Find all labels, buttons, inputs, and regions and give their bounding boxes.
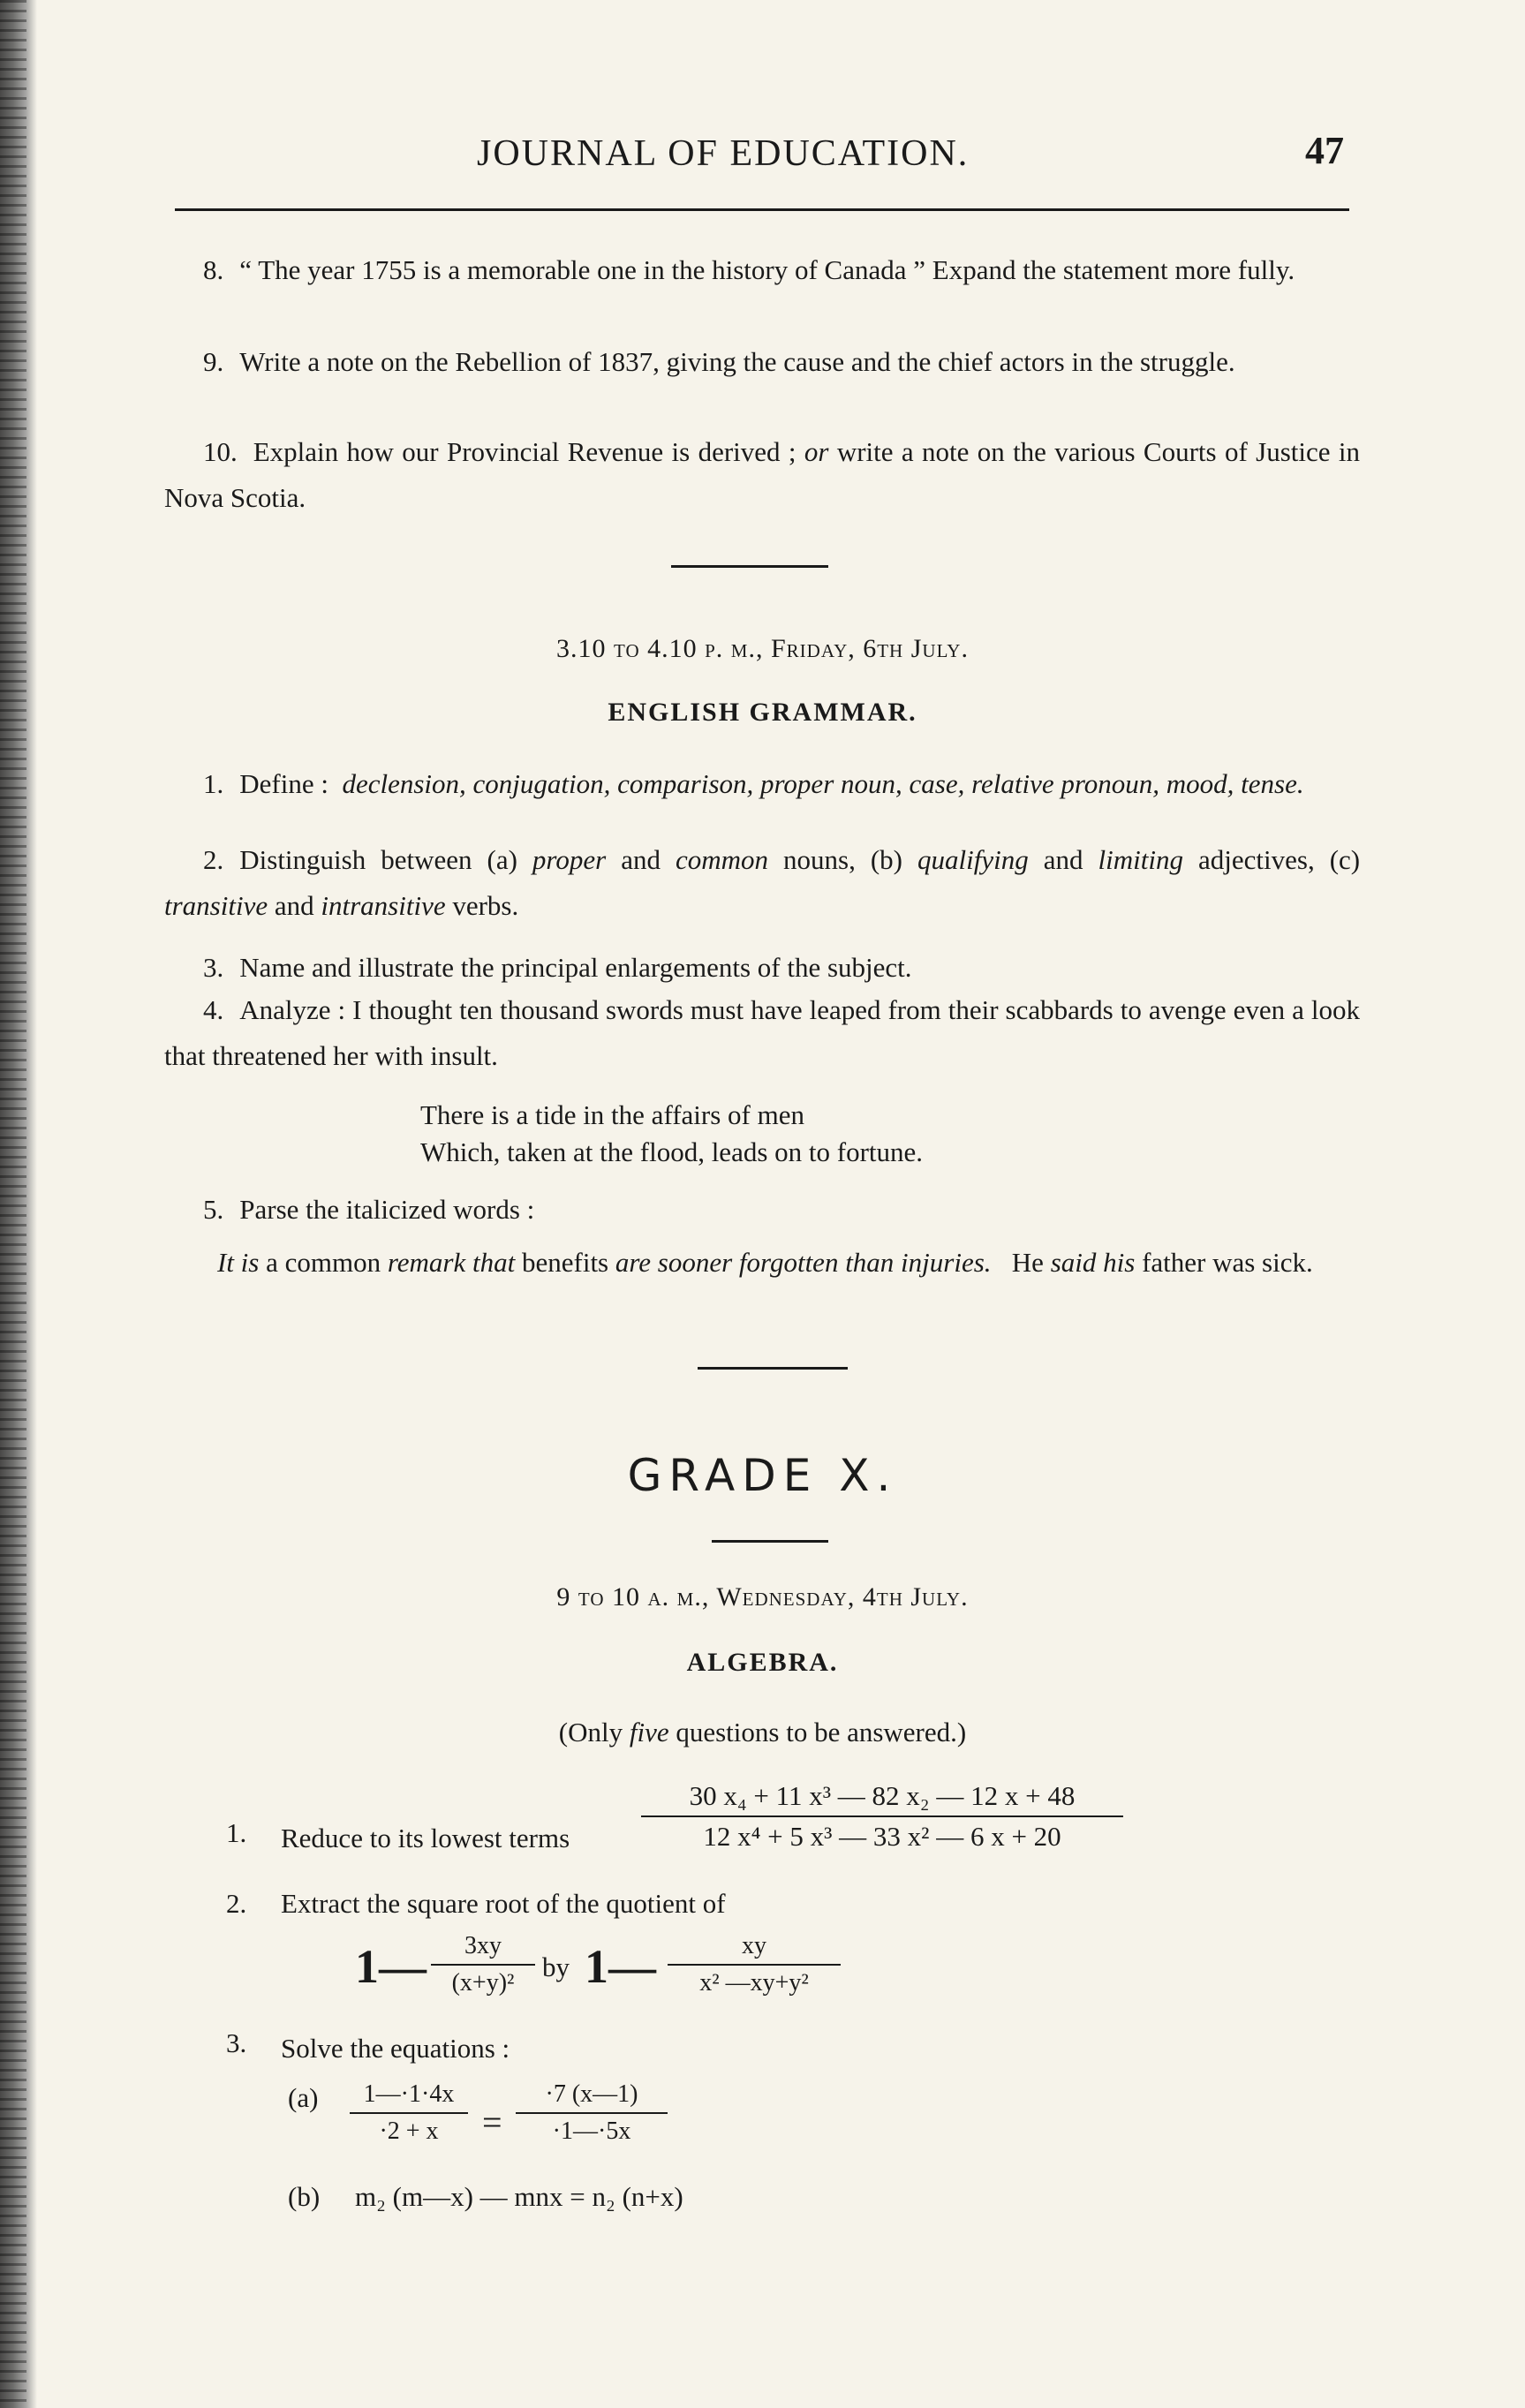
question-text: Explain how our Provincial Revenue is derived ; xyxy=(253,436,796,467)
question-text: Analyze : I thought ten thousand swords must have leaped from their scabbards to avenge even a look that threatened her with insult. xyxy=(164,994,1360,1071)
text: and xyxy=(274,890,314,921)
question-number: 8. xyxy=(203,254,224,285)
text: questions to be answered.) xyxy=(676,1717,967,1747)
question-number: 3. xyxy=(226,2027,247,2058)
section-divider xyxy=(698,1367,848,1370)
text: and xyxy=(1043,844,1083,875)
question-9 xyxy=(164,339,1360,385)
question-terms: declension, conjugation, comparison, proper noun, case, relative pronoun, mood, tense. xyxy=(342,768,1304,799)
fraction-denominator: x² —xy+y² xyxy=(699,1969,809,1997)
italic-term: transitive xyxy=(164,890,268,921)
fraction-2 xyxy=(668,1932,841,1997)
fraction-denominator: 12 x⁴ + 5 x³ — 33 x² — 6 x + 20 xyxy=(703,1821,1061,1852)
italic-word: five xyxy=(629,1717,669,1747)
question-text: “ The year 1755 is a memorable one in the history of Canada ” Expand the statement more fully. xyxy=(239,254,1295,285)
fraction-denominator: (x+y)² xyxy=(451,1969,515,1997)
exam-time: 3.10 to 4.10 p. m., Friday, 6th July. xyxy=(556,634,969,663)
question-text: Write a note on the Rebellion of 1837, giving the cause and the chief actors in the struggle. xyxy=(239,346,1235,377)
italic-term: proper xyxy=(532,844,607,875)
text: (Only xyxy=(558,1717,623,1747)
question-text: Solve the equations : xyxy=(281,2033,510,2064)
emphasis: or xyxy=(804,436,829,467)
grammar-question-4 xyxy=(164,987,1360,1079)
question-number: 4. xyxy=(203,994,224,1025)
fraction-numerator: xy xyxy=(742,1932,766,1959)
fraction-numerator: 3xy xyxy=(464,1932,502,1959)
reduce-fraction xyxy=(641,1780,1123,1853)
text: He xyxy=(1011,1247,1044,1278)
question-number: 9. xyxy=(203,346,224,377)
equals-sign: = xyxy=(482,2102,502,2142)
text: father was sick. xyxy=(1142,1247,1313,1278)
question-lead: Define : xyxy=(239,768,328,799)
question-text: Name and illustrate the principal enlargements of the subject. xyxy=(239,952,912,983)
verse-line-2: Which, taken at the flood, leads on to fortune. xyxy=(420,1136,924,1167)
equation-a-left xyxy=(350,2080,468,2146)
text: and xyxy=(621,844,661,875)
text: nouns, (b) xyxy=(783,844,902,875)
italic-term: intransitive xyxy=(321,890,446,921)
question-10 xyxy=(164,429,1360,521)
text: adjectives, (c) xyxy=(1198,844,1361,875)
fraction-1 xyxy=(431,1932,535,1997)
section-divider xyxy=(671,565,828,568)
question-number: 3. xyxy=(203,952,224,983)
question-number: 5. xyxy=(203,1194,224,1225)
fraction-numerator: ·7 (x—1) xyxy=(545,2080,638,2108)
question-text: Parse the italicized words : xyxy=(239,1194,535,1225)
exam-time: 9 to 10 a. m., Wednesday, 4th July. xyxy=(556,1582,969,1612)
question-number: 2. xyxy=(226,1888,247,1919)
italic-term: qualifying xyxy=(917,844,1029,875)
equation-a-right xyxy=(516,2080,668,2146)
grammar-question-1 xyxy=(164,761,1360,807)
text: verbs. xyxy=(452,890,519,921)
question-text: Extract the square root of the quotient of xyxy=(281,1888,726,1919)
question-8 xyxy=(164,247,1360,293)
part-label: (b) xyxy=(288,2181,321,2212)
italic-term: common xyxy=(675,844,769,875)
italic-word: are sooner forgotten than injuries. xyxy=(615,1247,992,1278)
subject-title: ALGEBRA. xyxy=(686,1648,839,1677)
verse-line-1: There is a tide in the affairs of men xyxy=(420,1099,804,1130)
equation-b: m₂ (m—x) — mnx = n₂ (n+x) xyxy=(355,2181,683,2212)
italic-term: limiting xyxy=(1098,844,1183,875)
question-number: 2. xyxy=(203,844,224,875)
page-number: 47 xyxy=(1305,129,1344,172)
italic-word: It is xyxy=(217,1247,260,1278)
grammar-question-3 xyxy=(164,945,1360,991)
text: benefits xyxy=(521,1247,609,1278)
expression-one: 1— xyxy=(585,1940,656,1993)
part-label: (a) xyxy=(288,2082,319,2113)
parse-sentence xyxy=(164,1240,1360,1286)
header-rule xyxy=(175,208,1349,211)
expression-one: 1— xyxy=(355,1940,427,1993)
fraction-denominator: ·1—·5x xyxy=(552,2117,631,2145)
grammar-question-5 xyxy=(164,1187,1360,1233)
subject-title: ENGLISH GRAMMAR. xyxy=(608,698,917,727)
question-text: write a note on the various Courts of Justice in Nova Scotia. xyxy=(164,436,1360,513)
binding-speckle xyxy=(0,0,26,2408)
by-word: by xyxy=(542,1951,570,1982)
question-text: Reduce to its lowest terms xyxy=(281,1823,570,1853)
question-number: 1. xyxy=(226,1817,247,1848)
running-title: JOURNAL OF EDUCATION. xyxy=(477,133,970,174)
grade-heading: GRADE X. xyxy=(627,1450,898,1501)
question-number: 10. xyxy=(203,436,238,467)
italic-word: said his xyxy=(1050,1247,1136,1278)
question-number: 1. xyxy=(203,768,224,799)
grade-divider xyxy=(712,1540,828,1543)
text: a common xyxy=(266,1247,381,1278)
fraction-numerator: 1—·1·4x xyxy=(363,2080,455,2108)
instruction-note xyxy=(0,1717,1525,1748)
grammar-question-2 xyxy=(164,837,1360,929)
fraction-denominator: ·2 + x xyxy=(379,2117,439,2145)
fraction-numerator: 30 x₄ + 11 x³ — 82 x₂ — 12 x + 48 xyxy=(689,1780,1076,1811)
italic-word: remark that xyxy=(387,1247,516,1278)
text: Distinguish between (a) xyxy=(239,844,517,875)
